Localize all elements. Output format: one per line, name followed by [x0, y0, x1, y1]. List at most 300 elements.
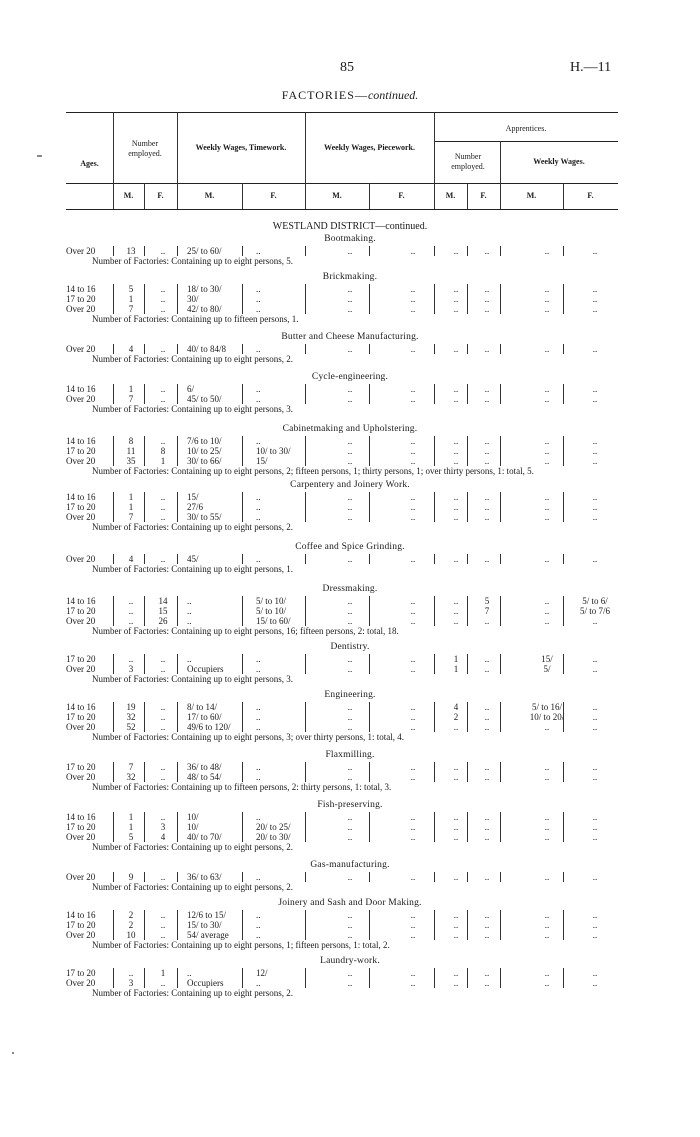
column-separator — [563, 512, 564, 522]
column-separator — [369, 920, 370, 930]
column-separator — [113, 832, 114, 842]
table-cell: .. — [160, 654, 166, 664]
column-separator — [434, 812, 435, 822]
table-cell: .. — [410, 502, 416, 512]
age-cell: Over 20 — [66, 978, 96, 988]
table-cell: .. — [484, 502, 490, 512]
column-separator — [113, 554, 114, 564]
column-separator — [113, 616, 114, 626]
column-separator — [113, 968, 114, 978]
table-cell: .. — [484, 344, 490, 354]
column-separator — [467, 978, 468, 988]
table-cell: .. — [544, 832, 550, 842]
table-cell: .. — [128, 596, 134, 606]
table-cell: 26 — [158, 616, 168, 626]
column-separator — [434, 554, 435, 564]
column-separator — [113, 512, 114, 522]
table-cell: .. — [544, 920, 550, 930]
column-separator — [434, 872, 435, 882]
table-cell: .. — [347, 664, 353, 674]
table-cell: .. — [453, 872, 459, 882]
column-separator — [144, 344, 145, 354]
section-title: Carpentery and Joinery Work. — [290, 480, 410, 490]
column-separator — [500, 822, 501, 832]
column-separator — [305, 284, 306, 294]
column-separator — [563, 654, 564, 664]
column-separator — [434, 492, 435, 502]
column-separator — [563, 284, 564, 294]
column-separator — [305, 920, 306, 930]
table-cell: 5/ — [543, 664, 551, 674]
column-separator — [113, 978, 114, 988]
table-cell: .. — [484, 294, 490, 304]
age-cell: 17 to 20 — [66, 446, 96, 456]
table-cell: 7 — [128, 394, 134, 404]
column-separator — [113, 812, 114, 822]
column-separator — [369, 712, 370, 722]
column-separator — [467, 502, 468, 512]
column-separator — [500, 812, 501, 822]
table-cell: 7 — [128, 762, 134, 772]
table-cell: .. — [347, 930, 353, 940]
column-separator — [369, 978, 370, 988]
column-separator — [113, 722, 114, 732]
col-app-wages: Weekly Wages. — [533, 157, 585, 166]
table-cell: 15/ to 30/ — [187, 920, 222, 930]
table-cell: 9 — [128, 872, 134, 882]
header-top-rule — [66, 112, 618, 113]
column-separator — [369, 762, 370, 772]
table-cell: .. — [592, 616, 598, 626]
column-separator — [467, 294, 468, 304]
column-separator — [500, 762, 501, 772]
column-separator — [144, 456, 145, 466]
table-cell: .. — [544, 812, 550, 822]
table-cell: .. — [187, 654, 192, 664]
column-separator — [177, 294, 178, 304]
column-separator — [369, 456, 370, 466]
table-cell: .. — [592, 512, 598, 522]
column-separator — [369, 654, 370, 664]
column-separator — [563, 812, 564, 822]
column-separator — [500, 702, 501, 712]
column-separator — [177, 284, 178, 294]
table-cell: .. — [453, 910, 459, 920]
column-separator — [434, 968, 435, 978]
column-separator — [242, 654, 243, 664]
column-separator — [144, 832, 145, 842]
table-cell: 2 — [128, 910, 134, 920]
table-cell: 7 — [128, 512, 134, 522]
table-cell: .. — [160, 762, 166, 772]
column-separator — [369, 492, 370, 502]
column-separator — [467, 246, 468, 256]
table-cell: 17/ to 60/ — [187, 712, 222, 722]
column-separator — [113, 910, 114, 920]
table-cell: .. — [544, 294, 550, 304]
table-cell: .. — [484, 492, 490, 502]
factory-count-note: Number of Factories: Containing up to eight persons, 2. — [92, 842, 293, 852]
column-separator — [434, 456, 435, 466]
column-separator — [434, 930, 435, 940]
column-separator — [369, 394, 370, 404]
column-separator — [144, 304, 145, 314]
table-cell: .. — [256, 978, 261, 988]
table-cell: .. — [484, 394, 490, 404]
column-separator — [177, 436, 178, 446]
column-separator — [242, 978, 243, 988]
column-separator — [467, 436, 468, 446]
table-cell: .. — [453, 812, 459, 822]
column-separator — [434, 512, 435, 522]
table-cell: 10/ — [187, 822, 199, 832]
table-row — [0, 304, 700, 314]
table-cell: .. — [347, 872, 353, 882]
document-reference: H.—11 — [570, 60, 612, 75]
district-heading: WESTLAND DISTRICT—continued. — [272, 221, 428, 232]
column-separator — [500, 920, 501, 930]
column-separator — [242, 606, 243, 616]
column-separator — [242, 712, 243, 722]
table-cell: .. — [484, 616, 490, 626]
column-separator — [242, 304, 243, 314]
section-block — [0, 690, 700, 742]
sub-f: F. — [398, 191, 405, 200]
column-separator — [467, 872, 468, 882]
column-separator — [242, 344, 243, 354]
column-separator — [467, 702, 468, 712]
table-cell: .. — [592, 654, 598, 664]
column-separator — [369, 772, 370, 782]
column-separator — [563, 920, 564, 930]
table-cell: .. — [256, 872, 261, 882]
table-cell: .. — [592, 712, 598, 722]
column-separator — [434, 772, 435, 782]
table-cell: 48/ to 54/ — [187, 772, 222, 782]
table-cell: .. — [347, 284, 353, 294]
column-separator — [177, 968, 178, 978]
table-cell: .. — [256, 512, 261, 522]
table-cell: .. — [453, 606, 459, 616]
column-separator — [500, 502, 501, 512]
column-separator — [467, 606, 468, 616]
table-cell: .. — [453, 772, 459, 782]
table-cell: .. — [544, 554, 550, 564]
table-cell: .. — [160, 512, 166, 522]
column-separator — [113, 384, 114, 394]
table-cell: 10/ to 25/ — [187, 446, 222, 456]
table-cell: .. — [160, 304, 166, 314]
sub-m: M. — [445, 191, 456, 200]
table-cell: 5/ to 16/ — [531, 702, 562, 712]
section-block — [0, 332, 700, 364]
column-separator — [563, 394, 564, 404]
factory-count-note: Number of Factories: Containing up to eight persons, 3; over thirty persons, 1: total, 4. — [92, 732, 404, 742]
sub-f: F. — [270, 191, 277, 200]
table-cell: .. — [256, 664, 261, 674]
table-cell: .. — [453, 384, 459, 394]
table-cell: .. — [256, 762, 261, 772]
column-separator — [467, 664, 468, 674]
column-separator — [242, 762, 243, 772]
column-separator — [434, 822, 435, 832]
column-separator — [242, 722, 243, 732]
factory-count-note: Number of Factories: Containing up to eight persons, 3. — [92, 674, 293, 684]
column-separator — [563, 832, 564, 842]
column-separator — [369, 616, 370, 626]
header-bottom-rule — [66, 209, 618, 210]
column-separator — [369, 294, 370, 304]
table-cell: .. — [592, 772, 598, 782]
column-separator — [177, 712, 178, 722]
column-separator — [242, 446, 243, 456]
table-cell: .. — [544, 512, 550, 522]
table-cell: .. — [544, 910, 550, 920]
table-row — [0, 606, 700, 616]
table-cell: .. — [453, 596, 459, 606]
table-cell: .. — [347, 654, 353, 664]
factory-count-note: Number of Factories: Containing up to eight persons, 16; fifteen persons, 2: total, 18. — [92, 626, 399, 636]
column-separator — [369, 930, 370, 940]
table-row — [0, 702, 700, 712]
column-separator — [500, 456, 501, 466]
table-cell: Occupiers — [187, 664, 224, 674]
table-cell: .. — [544, 344, 550, 354]
column-separator — [177, 394, 178, 404]
table-cell: 1 — [128, 502, 134, 512]
table-cell: .. — [484, 822, 490, 832]
table-row — [0, 722, 700, 732]
column-separator — [500, 246, 501, 256]
column-separator — [177, 304, 178, 314]
table-cell: .. — [160, 702, 166, 712]
table-body — [0, 234, 700, 998]
section-title: Flaxmilling. — [325, 750, 375, 760]
table-cell: .. — [410, 910, 416, 920]
column-separator — [242, 456, 243, 466]
column-separator — [500, 492, 501, 502]
table-cell: 15/ — [187, 492, 199, 502]
table-cell: 1 — [128, 294, 134, 304]
column-separator — [563, 910, 564, 920]
column-separator — [113, 772, 114, 782]
column-separator — [434, 978, 435, 988]
table-cell: .. — [484, 554, 490, 564]
column-separator — [144, 436, 145, 446]
column-separator — [305, 832, 306, 842]
table-cell: .. — [347, 702, 353, 712]
column-separator — [434, 344, 435, 354]
table-cell: 54/ average — [187, 930, 229, 940]
column-separator — [144, 812, 145, 822]
column-separator — [467, 762, 468, 772]
table-cell: .. — [256, 436, 261, 446]
table-cell: .. — [347, 394, 353, 404]
column-separator — [113, 930, 114, 940]
table-row — [0, 284, 700, 294]
column-separator — [144, 246, 145, 256]
column-separator — [242, 702, 243, 712]
table-row — [0, 664, 700, 674]
table-cell: .. — [592, 294, 598, 304]
column-separator — [242, 284, 243, 294]
table-cell: .. — [160, 436, 166, 446]
table-row — [0, 920, 700, 930]
table-cell: .. — [160, 344, 166, 354]
column-separator — [242, 394, 243, 404]
table-cell: .. — [544, 446, 550, 456]
age-cell: 14 to 16 — [66, 284, 96, 294]
factory-count-note: Number of Factories: Containing up to fifteen persons, 1. — [92, 314, 299, 324]
column-separator — [369, 304, 370, 314]
table-cell: 52 — [126, 722, 136, 732]
age-cell: Over 20 — [66, 872, 96, 882]
table-cell: .. — [347, 920, 353, 930]
table-cell: 7 — [128, 304, 134, 314]
table-cell: .. — [544, 616, 550, 626]
column-separator — [500, 294, 501, 304]
age-cell: Over 20 — [66, 246, 96, 256]
table-cell: .. — [592, 554, 598, 564]
column-separator — [434, 384, 435, 394]
column-separator — [113, 394, 114, 404]
table-cell: 10/ to 30/ — [256, 446, 291, 456]
column-separator — [242, 512, 243, 522]
table-row — [0, 978, 700, 988]
table-cell: .. — [160, 664, 166, 674]
column-separator — [305, 436, 306, 446]
table-cell: .. — [256, 502, 261, 512]
table-cell: .. — [256, 702, 261, 712]
column-separator — [305, 872, 306, 882]
column-separator — [113, 872, 114, 882]
table-cell: .. — [410, 596, 416, 606]
column-separator — [500, 654, 501, 664]
table-cell: .. — [544, 502, 550, 512]
table-cell: .. — [592, 446, 598, 456]
table-cell: .. — [256, 384, 261, 394]
table-row — [0, 294, 700, 304]
column-separator — [500, 722, 501, 732]
column-separator — [177, 554, 178, 564]
page-title — [0, 88, 700, 103]
column-separator — [144, 822, 145, 832]
sub-m: M. — [123, 191, 134, 200]
table-cell: .. — [453, 762, 459, 772]
table-cell: .. — [592, 702, 598, 712]
table-row — [0, 910, 700, 920]
column-separator — [177, 762, 178, 772]
table-cell: .. — [453, 930, 459, 940]
age-cell: Over 20 — [66, 664, 96, 674]
table-cell: .. — [347, 554, 353, 564]
table-cell: .. — [256, 930, 261, 940]
table-cell: .. — [453, 304, 459, 314]
table-cell: .. — [347, 492, 353, 502]
table-cell: .. — [410, 606, 416, 616]
table-cell: .. — [410, 712, 416, 722]
section-block — [0, 424, 700, 476]
col-app-number: Number employed. — [451, 152, 485, 171]
column-separator — [242, 502, 243, 512]
table-cell: .. — [484, 384, 490, 394]
table-cell: 4 — [128, 344, 134, 354]
table-cell: .. — [160, 284, 166, 294]
section-block — [0, 956, 700, 998]
column-separator — [434, 712, 435, 722]
table-cell: .. — [592, 492, 598, 502]
print-mark — [37, 155, 42, 157]
column-separator — [500, 596, 501, 606]
table-cell: .. — [347, 606, 353, 616]
factory-count-note: Number of Factories: Containing up to eight persons, 2. — [92, 988, 293, 998]
table-cell: .. — [410, 812, 416, 822]
table-cell: .. — [410, 772, 416, 782]
column-separator — [113, 822, 114, 832]
column-separator — [500, 394, 501, 404]
table-cell: .. — [160, 910, 166, 920]
column-separator — [144, 596, 145, 606]
table-cell: 15/ — [256, 456, 268, 466]
column-separator — [177, 872, 178, 882]
table-row — [0, 822, 700, 832]
table-cell: .. — [544, 304, 550, 314]
column-separator — [144, 616, 145, 626]
table-row — [0, 712, 700, 722]
factory-count-note: Number of Factories: Containing up to fifteen persons, 2: thirty persons, 1: total, 3. — [92, 782, 392, 792]
col-piecework: Weekly Wages, Piecework. — [324, 143, 415, 152]
column-separator — [113, 702, 114, 712]
table-cell: .. — [453, 446, 459, 456]
table-cell: .. — [544, 930, 550, 940]
column-separator — [563, 722, 564, 732]
table-cell: .. — [453, 284, 459, 294]
table-cell: 27/6 — [187, 502, 204, 512]
table-cell: .. — [592, 284, 598, 294]
column-separator — [144, 512, 145, 522]
table-cell: 12/ — [256, 968, 268, 978]
table-cell: .. — [347, 910, 353, 920]
column-separator — [144, 664, 145, 674]
column-separator — [467, 920, 468, 930]
section-title: Butter and Cheese Manufacturing. — [281, 332, 419, 342]
column-separator — [369, 596, 370, 606]
table-cell: 3 — [128, 978, 134, 988]
table-cell: .. — [256, 294, 261, 304]
section-title: Brickmaking. — [322, 272, 378, 282]
section-title: Dressmaking. — [322, 584, 378, 594]
table-cell: .. — [592, 832, 598, 842]
table-cell: .. — [410, 344, 416, 354]
column-separator — [305, 384, 306, 394]
column-separator — [113, 712, 114, 722]
column-separator — [369, 702, 370, 712]
column-separator — [467, 394, 468, 404]
column-separator — [305, 246, 306, 256]
column-separator — [113, 284, 114, 294]
table-cell: .. — [347, 712, 353, 722]
table-cell: .. — [544, 436, 550, 446]
column-separator — [563, 304, 564, 314]
table-cell: .. — [410, 304, 416, 314]
section-title: Laundry-work. — [320, 956, 380, 966]
column-separator — [305, 654, 306, 664]
table-cell: .. — [484, 872, 490, 882]
age-cell: 17 to 20 — [66, 502, 96, 512]
column-separator — [369, 664, 370, 674]
column-separator — [113, 762, 114, 772]
sub-m: M. — [204, 191, 215, 200]
